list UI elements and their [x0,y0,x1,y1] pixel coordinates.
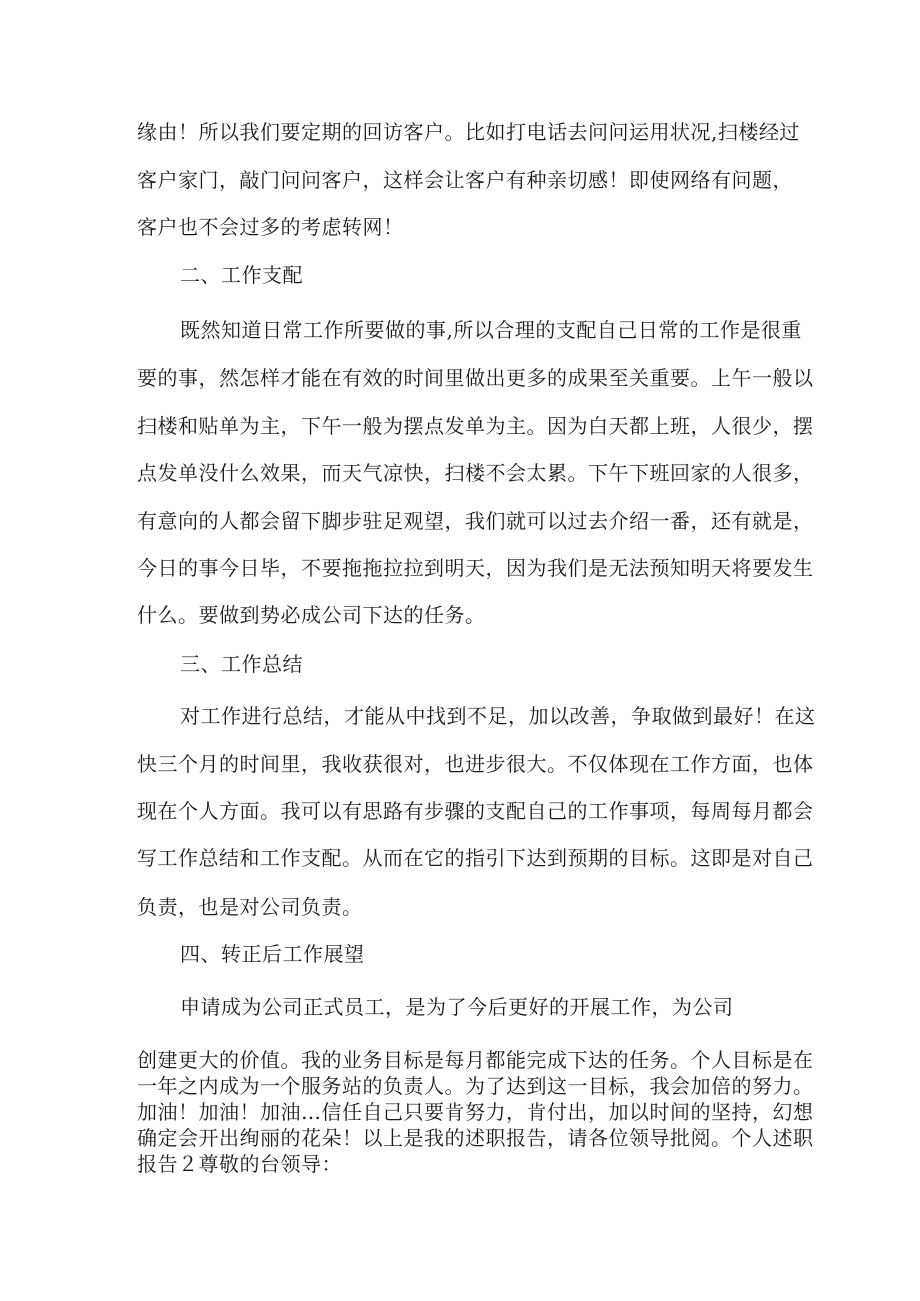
paragraph-line: 既然知道日常工作所要做的事,所以合理的支配自己日常的工作是很重 [180,318,802,342]
paragraph-line: 一年之内成为一个服务站的负责人。为了达到这一目标，我会加倍的努力。 [137,1074,814,1098]
paragraph-line: 今日的事今日毕，不要拖拖拉拉到明天，因为我们是无法预知明天将要发生 [137,556,814,580]
paragraph-line: 缘由！所以我们要定期的回访客户。比如打电话去问问运用状况,扫楼经过 [137,120,800,144]
paragraph-line: 快三个月的时间里，我收获很对，也进步很大。不仅体现在工作方面，也体 [137,752,814,776]
paragraph-line: 对工作进行总结，才能从中找到不足，加以改善，争取做到最好！在这 [180,704,816,728]
section-heading: 四、转正后工作展望 [180,942,365,966]
paragraph-line: 写工作总结和工作支配。从而在它的指引下达到预期的目标。这即是对自己 [137,846,814,870]
paragraph-line: 申请成为公司正式员工，是为了今后更好的开展工作，为公司 [180,995,734,1019]
paragraph-line: 现在个人方面。我可以有思路有步骤的支配自己的工作事项，每周每月都会 [137,799,814,823]
section-heading: 三、工作总结 [180,652,303,676]
paragraph-line: 点发单没什么效果，而天气凉快，扫楼不会太累。下午下班回家的人很多， [137,461,814,485]
section-heading: 二、工作支配 [180,263,303,287]
paragraph-line: 扫楼和贴单为主，下午一般为摆点发单为主。因为白天都上班，人很少，摆 [137,414,814,438]
paragraph-line: 报告２尊敬的台领导： [137,1152,342,1176]
paragraph-line: 创建更大的价值。我的业务目标是每月都能完成下达的任务。个人目标是在 [137,1048,814,1072]
paragraph-line: 客户也不会过多的考虑转网！ [137,215,404,239]
paragraph-line: 有意向的人都会留下脚步驻足观望，我们就可以过去介绍一番，还有就是， [137,509,814,533]
paragraph-line: 负责，也是对公司负责。 [137,895,363,919]
paragraph-line: 确定会开出绚丽的花朵！以上是我的述职报告，请各位领导批阅。个人述职 [137,1126,814,1150]
paragraph-line: 要的事，然怎样才能在有效的时间里做出更多的成果至关重要。上午一般以 [137,366,814,390]
paragraph-line: 加油！加油！加油…信任自己只要肯努力，肯付出，加以时间的坚持，幻想 [137,1100,814,1124]
paragraph-line: 客户家门，敲门问问客户，这样会让客户有种亲切感！即使网络有问题， [137,168,793,192]
paragraph-line: 什么。要做到势必成公司下达的任务。 [137,603,486,627]
